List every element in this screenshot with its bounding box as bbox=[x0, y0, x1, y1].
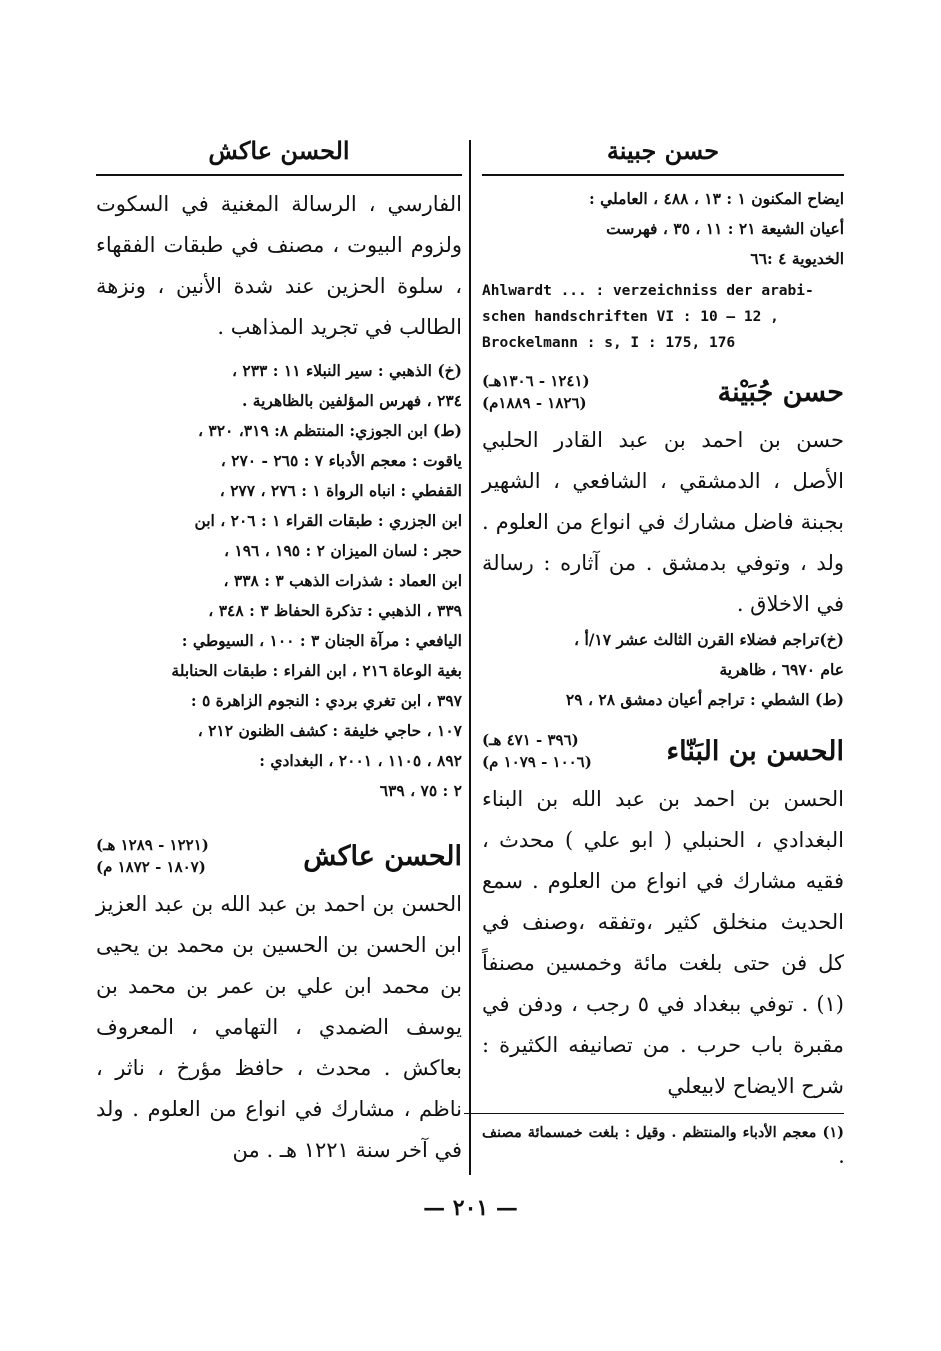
entry-name: الحسن بن البَنّاء bbox=[666, 735, 844, 767]
reference-line: اليافعي : مرآة الجنان ٣ : ١٠٠ ، السيوطي : bbox=[181, 631, 462, 650]
page-number: — ٢٠١ — bbox=[423, 1195, 518, 1221]
latin-reference-line: schen handschriften VI : 10 — 12 , bbox=[482, 309, 779, 325]
entry-name: الحسن عاكش bbox=[303, 840, 462, 872]
gregorian-dates: (١٨٠٧ - ١٨٧٢ م) bbox=[96, 858, 206, 876]
entry-heading bbox=[482, 729, 844, 773]
hijri-dates: (٣٩٦ - ٤٧١ هـ) bbox=[482, 731, 579, 749]
latin-references bbox=[482, 278, 844, 356]
reference-line: ٨٩٢ ، ١١٠٥ ، ٢٠٠١ ، البغدادي : bbox=[259, 751, 462, 770]
reference-line: عام ٦٩٧٠ ، ظاهرية bbox=[719, 660, 844, 679]
entry-dates bbox=[482, 370, 590, 414]
gregorian-dates: (١٨٢٦ - ١٨٨٩م) bbox=[482, 394, 587, 412]
reference-line: ايضاح المكنون ١ : ١٣ ، ٤٨٨ ، العاملي : bbox=[589, 189, 844, 208]
entry-body: الحسن بن احمد بن عبد الله بن عبد العزيز ابن الحسن بن الحسين بن محمد بن يحيى بن محمد ابن علي بن عمر بن محمد بن يوسف الضمدي ، التهامي ، المعروف بعاكش . محدث ، حافظ مؤرخ ، ناثر ، ناظم ، مشارك في انواع من العلوم . ولد في آخر سنة ١٢٢١ هـ . من bbox=[96, 892, 462, 1162]
latin-reference-line: Brockelmann : s, I : 175, 176 bbox=[482, 335, 736, 351]
gregorian-dates: (١٠٠٦ - ١٠٧٩ م) bbox=[482, 753, 592, 771]
entry-body: الحسن بن احمد بن عبد الله بن البناء البغدادي ، الحنبلي ( ابو علي ) محدث ، فقيه مشارك في انواع من العلوم . سمع الحديث منخلق كثير ،وتفقه ،وصنف في كل فن حتى بلغت مائة وخمسين مصنفاً (١) . توفي ببغداد في ٥ رجب ، ودفن في مقبرة باب حرب . من تصانيفه الكثيرة : شرح الايضاح لابيعلي bbox=[482, 787, 844, 1098]
entry-heading bbox=[482, 370, 844, 414]
left-running-header: الحسن عاكش bbox=[96, 128, 462, 176]
reference-line: ٢٣٤ ، فهرس المؤلفين بالظاهرية . bbox=[242, 391, 462, 410]
entry-dates bbox=[96, 834, 209, 878]
reference-line: ١٠٧ ، حاجي خليفة : كشف الظنون ٢١٢ ، bbox=[197, 721, 462, 740]
reference-line: أعيان الشيعة ٢١ : ١١ ، ٣٥ ، فهرست bbox=[606, 219, 844, 238]
reference-line: ٣٩٧ ، ابن تغري بردي : النجوم الزاهرة ٥ : bbox=[190, 691, 462, 710]
entry-body: حسن بن احمد بن عبد القادر الحلبي الأصل ، الدمشقي ، الشافعي ، الشهير بجبنة فاضل مشارك في انواع من العلوم . ولد ، وتوفي بدمشق . من آثاره : رسالة في الاخلاق . bbox=[482, 428, 844, 616]
reference-list bbox=[96, 356, 462, 806]
reference-line: (خ)تراجم فضلاء القرن الثالث عشر ١٧/أ ، bbox=[574, 630, 844, 649]
reference-line: ٣٣٩ ، الذهبي : تذكرة الحفاظ ٣ : ٣٤٨ ، bbox=[208, 601, 462, 620]
reference-line: بغية الوعاة ٢١٦ ، ابن الفراء : طبقات الحنابلة bbox=[171, 661, 462, 680]
footnote: (١) معجم الأدباء والمنتظم . وقيل : بلغت خمسمائة مصنف . bbox=[482, 1124, 844, 1167]
entry-body-continued: الفارسي ، الرسالة المغنية في السكوت ولزوم البيوت ، مصنف في طبقات الفقهاء ، سلوة الحزين عند شدة الأنين ، ونزهة الطالب في تجريد المذاهب . bbox=[96, 192, 462, 339]
reference-line: ابن الجزري : طبقات القراء ١ : ٢٠٦ ، ابن bbox=[194, 511, 462, 530]
entry-heading bbox=[96, 834, 462, 878]
entry-dates bbox=[482, 729, 592, 773]
hijri-dates: (١٢٢١ - ١٢٨٩ هـ) bbox=[96, 836, 209, 854]
right-running-header: حسن جبينة bbox=[482, 128, 844, 176]
column-divider bbox=[469, 140, 471, 1175]
reference-line: حجر : لسان الميزان ٢ : ١٩٥ ، ١٩٦ ، bbox=[223, 541, 462, 560]
reference-line: (ط) ابن الجوزي: المنتظم ٨: ٣١٩، ٣٢٠ ، bbox=[198, 421, 462, 440]
reference-line: (ط) الشطي : تراجم أعيان دمشق ٢٨ ، ٢٩ bbox=[565, 690, 844, 709]
footnote-rule bbox=[464, 1113, 844, 1114]
reference-line: ٢ : ٧٥ ، ٦٣٩ bbox=[379, 781, 462, 800]
reference-line: الخديوية ٤ :٦٦ bbox=[750, 249, 844, 268]
latin-reference-line: Ahlwardt ... : verzeichniss der arabi- bbox=[482, 283, 814, 299]
hijri-dates: (١٢٤١ - ١٣٠٦هـ) bbox=[482, 372, 590, 390]
reference-line: ياقوت : معجم الأدباء ٧ : ٢٦٥ - ٢٧٠ ، bbox=[220, 451, 462, 470]
reference-line: القفطي : انباه الرواة ١ : ٢٧٦ ، ٢٧٧ ، bbox=[219, 481, 462, 500]
reference-line: (خ) الذهبي : سير النبلاء ١١ : ٢٣٣ ، bbox=[231, 361, 462, 380]
right-column bbox=[482, 128, 844, 1172]
entry-name: حسن جُبَيْنة bbox=[717, 376, 844, 408]
reference-line: ابن العماد : شذرات الذهب ٣ : ٣٣٨ ، bbox=[223, 571, 462, 590]
left-column bbox=[96, 128, 462, 1171]
